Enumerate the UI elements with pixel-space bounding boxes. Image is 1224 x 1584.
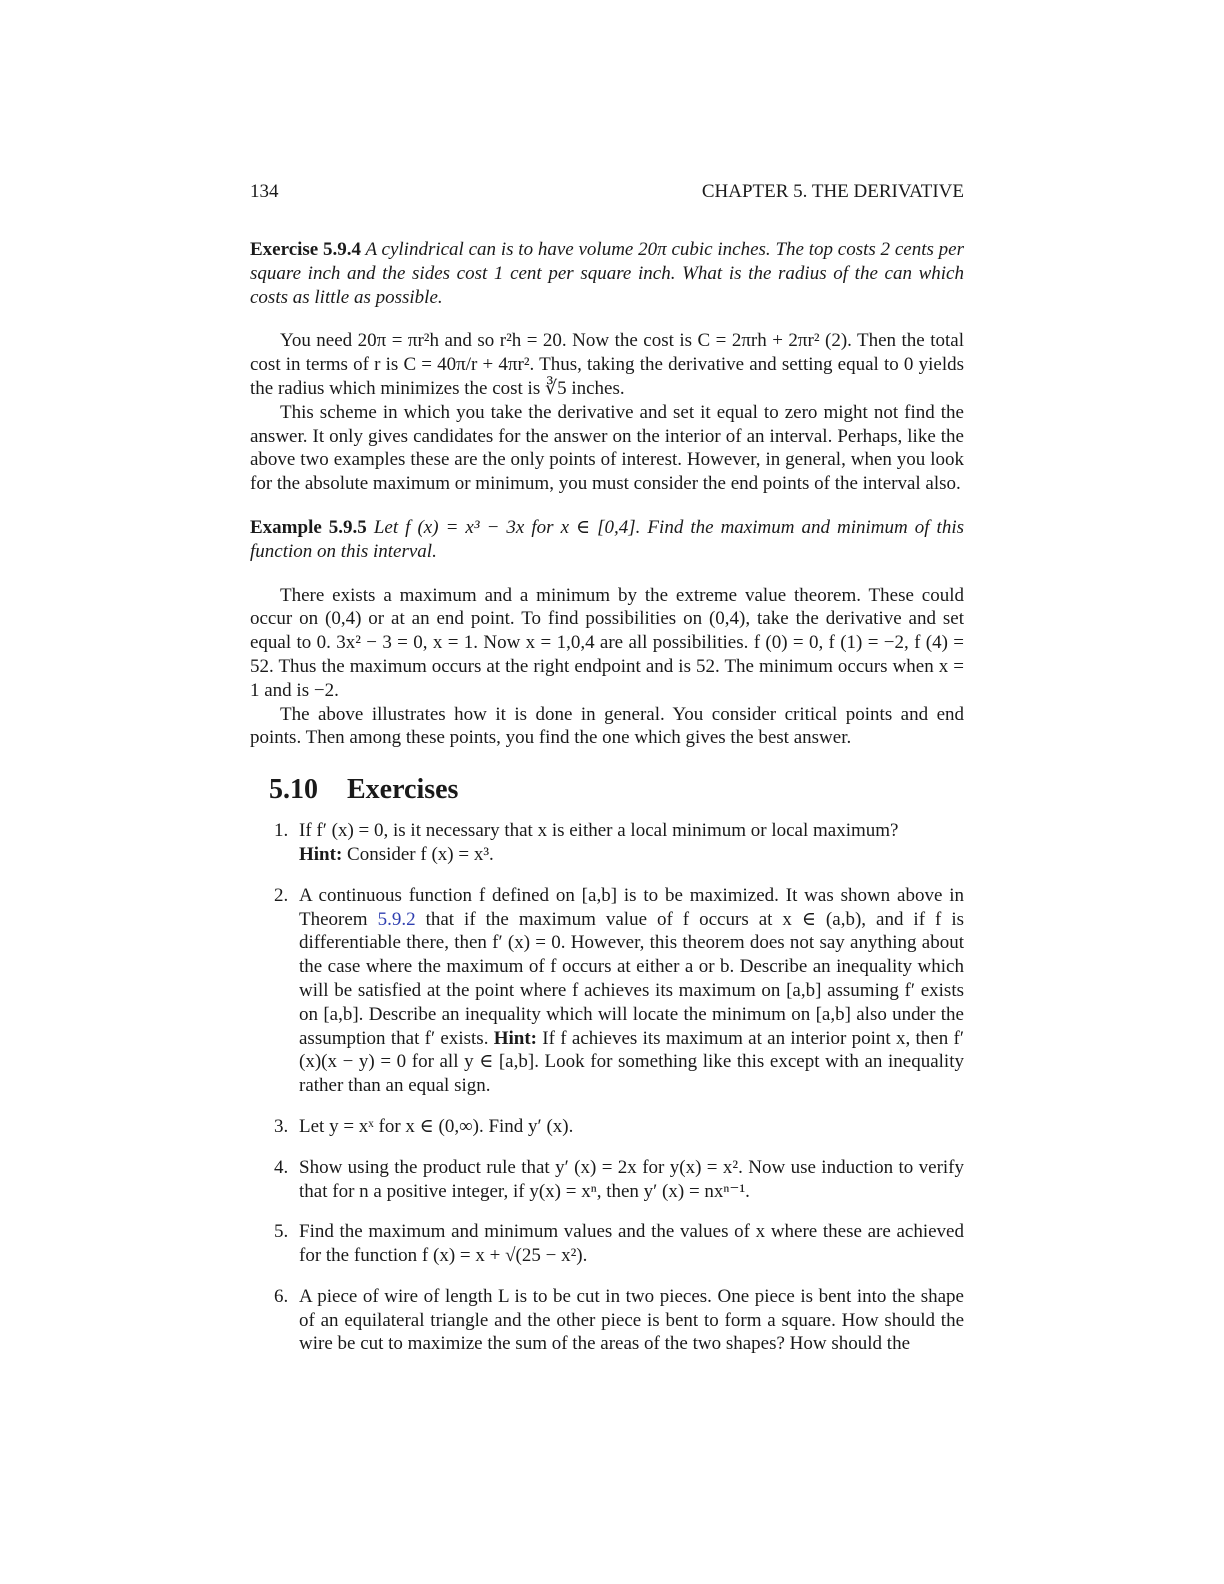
section-title: Exercises	[347, 774, 459, 806]
example-paragraph-2: The above illustrates how it is done in general. You consider critical points and end points. Then among these points, you find the one which gives the best answer.	[250, 703, 964, 749]
running-head	[250, 180, 964, 210]
section-number: 5.10	[269, 774, 318, 806]
page	[250, 180, 964, 1373]
section-heading	[269, 773, 964, 807]
exercise-item-text: A piece of wire of length L is to be cut in two pieces. One piece is bent into the shape of an equilateral triangle and the other piece is bent to form a square. How should the wire be cut to maximize the sum of the areas of the two shapes? How should the	[299, 1285, 964, 1355]
example-paragraph-1: There exists a maximum and a minimum by the extreme value theorem. These could occur on (0,4) or at an end point. To find possibilities on (0,4), take the derivative and set equal to 0. 3x² − 3 = 0, x = 1. Now x = 1,0,4 are all possibilities. f (0) = 0, f (1) = −2, f (4) = 52. Thus the maximum occurs at the right endpoint and is 52. The minimum occurs when x = 1 and is −2.	[250, 584, 964, 701]
exercise-marker: 5.	[274, 1221, 289, 1243]
exercise-marker: 4.	[274, 1156, 289, 1178]
page-number: 134	[250, 181, 279, 202]
hint-text: Consider f (x) = x³.	[342, 843, 494, 865]
exercise-text: A cylindrical can is to have volume 20π cubic inches. The top costs 2 cents per square inch and the sides cost 1 cent per square inch. What is the radius of the can which costs as little as possible.	[250, 239, 964, 308]
hint-label: Hint:	[299, 843, 343, 865]
exercise-marker: 2.	[274, 884, 289, 906]
exercise-item-text: Let y = xˣ for x ∈ (0,∞). Find y′ (x).	[299, 1115, 574, 1137]
exercise-marker: 3.	[274, 1115, 289, 1137]
exercise-item-3	[250, 1115, 964, 1139]
chapter-title: CHAPTER 5. THE DERIVATIVE	[701, 181, 964, 202]
hint-label: Hint:	[493, 1027, 538, 1049]
exercise-title: Exercise 5.9.4	[250, 239, 362, 260]
exercise-item-2	[250, 884, 964, 1098]
exercise-item-text: A continuous function f defined on [a,b] is to be maximized. It was shown above in Theorem	[299, 884, 964, 930]
example-title: Example 5.9.5	[250, 516, 367, 538]
exercise-item-text: Show using the product rule that y′ (x) = 2x for y(x) = x². Now use induction to verify that for n a positive integer, if y(x) = xⁿ, then y′ (x) = nxⁿ⁻¹.	[299, 1156, 964, 1202]
hint-text: If f achieves its maximum at an interior point x, then f′ (x)(x − y) = 0 for all y ∈ [a,b]. Look for something like this except with an inequality rather than an equal sign.	[299, 1027, 964, 1097]
theorem-link[interactable]: 5.9.2	[377, 908, 416, 930]
exercise-item-5	[250, 1220, 964, 1268]
example-statement	[250, 516, 964, 564]
exercise-marker: 1.	[274, 820, 289, 842]
exercise-statement	[250, 238, 964, 309]
exercise-item-1	[250, 819, 964, 867]
example-text: Let f (x) = x³ − 3x for x ∈ [0,4]. Find the maximum and minimum of this function on this interval.	[250, 516, 965, 562]
solution-paragraph-2: This scheme in which you take the derivative and set it equal to zero might not find the answer. It only gives candidates for the answer on the interior of an interval. Perhaps, like the above two examples these are the only points of interest. However, in general, when you look for the absolute maximum or minimum, you must consider the end points of the interval also.	[250, 401, 964, 495]
exercise-list	[250, 819, 964, 1356]
solution-paragraph-1: You need 20π = πr²h and so r²h = 20. Now the cost is C = 2πrh + 2πr² (2). Then the total cost in terms of r is C = 40π/r + 4πr². Thus, taking the derivative and setting equal to 0 yields the radius which minimizes the cost is ∛5 inches.	[250, 330, 964, 399]
exercise-item-4	[250, 1156, 964, 1204]
exercise-item-text: Find the maximum and minimum values and the values of x where these are achieved for the function f (x) = x + √(25 − x²).	[299, 1221, 964, 1267]
exercise-item-text: If f′ (x) = 0, is it necessary that x is either a local minimum or local maximum?	[299, 820, 899, 842]
exercise-marker: 6.	[274, 1285, 289, 1307]
exercise-item-text-continued: that if the maximum value of f occurs at x ∈ (a,b), and if f is differentiable there, then f′ (x) = 0. However, this theorem does not say anything about the case where the maximum of f occurs at either a or b. Describe an inequality which will be satisfied at the point where f achieves its maximum on [a,b] assuming f′ exists on [a,b]. Describe an inequality which will locate the minimum on [a,b] also under the assumption that f′ exists.	[299, 908, 965, 1049]
exercise-item-6	[250, 1285, 964, 1356]
